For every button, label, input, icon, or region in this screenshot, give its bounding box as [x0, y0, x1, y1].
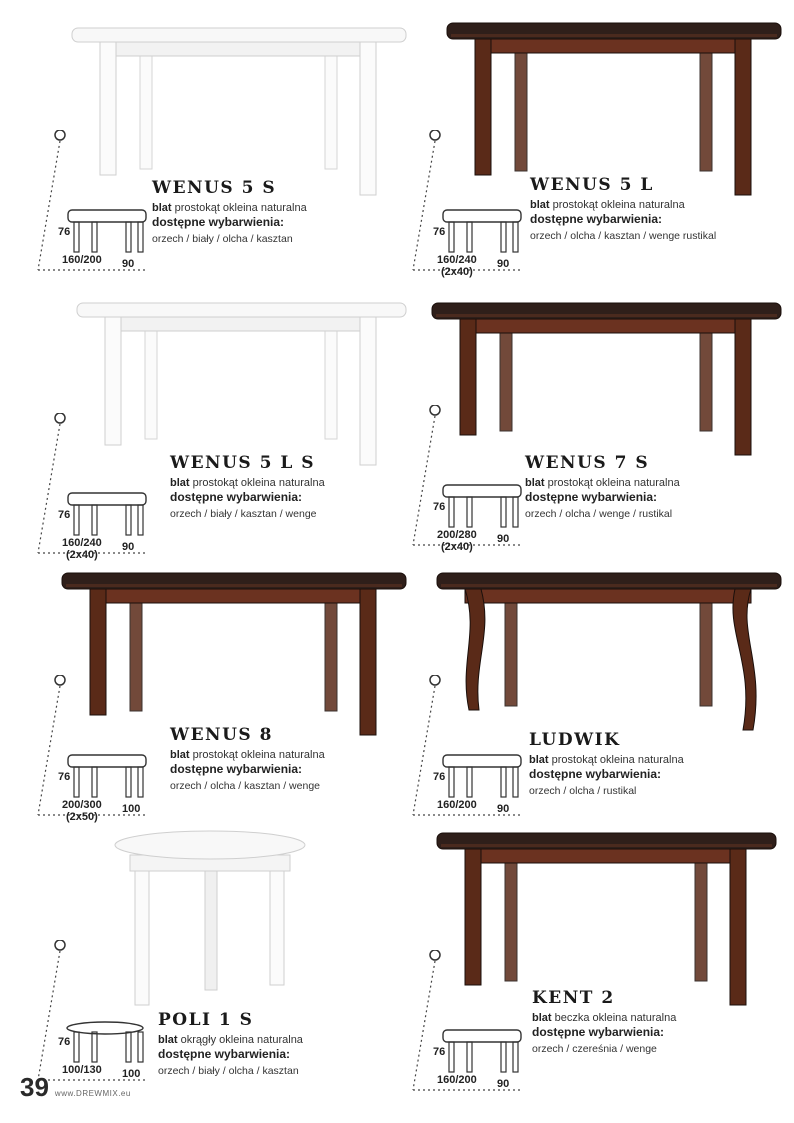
table-leg [360, 589, 376, 735]
blat-text: beczka okleina naturalna [554, 1012, 677, 1024]
guide-line [38, 424, 60, 553]
table-leg [325, 42, 337, 169]
mini-table-leg [467, 222, 472, 252]
product-name: WENUS 7 S [525, 453, 650, 473]
table-leg [735, 39, 751, 195]
guide-line [38, 141, 60, 270]
product-card [30, 825, 410, 1095]
table-apron [105, 317, 376, 331]
dimension-extension: (2x50) [66, 811, 98, 823]
dimension-diagram [405, 950, 525, 1100]
dimension-length: 160/200 [62, 254, 102, 266]
mini-table-leg [74, 1032, 79, 1062]
table-top-edge [441, 844, 772, 847]
guide-line [413, 416, 435, 545]
blat-label: blat [170, 749, 190, 761]
mini-table-leg [467, 767, 472, 797]
mini-table-leg [513, 497, 518, 527]
blat-text: prostokąt okleina naturalna [174, 202, 307, 214]
mini-table-leg [467, 1042, 472, 1072]
product-name: KENT 2 [532, 988, 615, 1008]
mini-table-leg [74, 505, 79, 535]
table-apron [465, 589, 751, 603]
dimension-diagram [405, 130, 525, 280]
table-leg [700, 39, 712, 171]
product-card [405, 15, 785, 285]
colors-label: dostępne wybarwienia: [152, 215, 285, 229]
dimension-height: 76 [433, 501, 446, 513]
blat-text: prostokąt okleina naturalna [547, 477, 680, 489]
marker-circle [430, 675, 440, 685]
marker-circle [55, 940, 65, 950]
mini-table-leg [126, 767, 131, 797]
mini-table-top [443, 1030, 521, 1042]
mini-table-leg [467, 497, 472, 527]
table-leg [730, 849, 746, 1005]
table-apron [100, 42, 376, 56]
blat-label: blat [532, 1012, 552, 1024]
mini-table-top [443, 755, 521, 767]
table-leg [735, 319, 751, 455]
dimension-height: 76 [58, 509, 71, 521]
mini-table-top [68, 755, 146, 767]
dimension-extension: (2x40) [441, 541, 473, 553]
colors-text: orzech / olcha / wenge / rustikal [525, 508, 673, 520]
mini-table-leg [74, 222, 79, 252]
blat-text: prostokąt okleina naturalna [192, 749, 325, 761]
guide-line [38, 951, 60, 1080]
blat-text: prostokąt okleina naturalna [551, 754, 684, 766]
product-card [30, 565, 410, 835]
product-name: POLI 1 S [158, 1010, 254, 1030]
table-leg [360, 42, 376, 195]
table-top-edge [441, 584, 777, 587]
dimension-width: 90 [497, 803, 510, 815]
mini-table-leg [92, 505, 97, 535]
product-card [405, 565, 785, 835]
dimension-height: 76 [58, 1036, 71, 1048]
mini-table-leg [449, 497, 454, 527]
dimension-length: 160/200 [437, 799, 477, 811]
mini-table-leg [449, 1042, 454, 1072]
dimension-width: 90 [497, 258, 510, 270]
mini-table-leg [138, 505, 143, 535]
dimension-diagram [30, 130, 150, 280]
colors-label: dostępne wybarwienia: [529, 767, 662, 781]
mini-table-leg [92, 767, 97, 797]
website-link[interactable]: www.DREWMIX.eu [54, 1089, 131, 1098]
mini-table-top [443, 210, 521, 222]
colors-text: orzech / olcha / rustikal [529, 785, 637, 797]
guide-line [413, 141, 435, 270]
blat-label: blat [158, 1034, 178, 1046]
page-footer [20, 1072, 131, 1103]
colors-text: orzech / olcha / kasztan / wenge [170, 780, 320, 792]
product-card [30, 20, 410, 290]
table-leg [205, 855, 217, 990]
dimension-extension: (2x40) [441, 266, 473, 278]
colors-label: dostępne wybarwienia: [525, 490, 658, 504]
dimension-height: 76 [58, 226, 71, 238]
page-number: 39 [20, 1072, 49, 1102]
mini-table-leg [126, 1032, 131, 1062]
colors-text: orzech / biały / olcha / kasztan [158, 1065, 299, 1077]
blat-text: prostokąt okleina naturalna [552, 199, 685, 211]
colors-label: dostępne wybarwienia: [532, 1025, 665, 1039]
colors-text: orzech / czereśnia / wenge [532, 1043, 657, 1055]
guide-line [413, 961, 435, 1090]
mini-table-leg [92, 222, 97, 252]
product-name: LUDWIK [529, 730, 621, 750]
mini-table-top [68, 210, 146, 222]
table-leg [325, 589, 337, 711]
mini-table-leg [501, 497, 506, 527]
mini-table-top [443, 485, 521, 497]
dimension-height: 76 [58, 771, 71, 783]
colors-text: orzech / biały / olcha / kasztan [152, 233, 293, 245]
product-name: WENUS 8 [170, 725, 273, 745]
dimension-extension: (2x40) [66, 549, 98, 561]
mini-table-leg [501, 1042, 506, 1072]
mini-table-leg [449, 222, 454, 252]
dimension-width: 90 [497, 1078, 510, 1090]
dimension-width: 100 [122, 803, 141, 815]
blat-label: blat [525, 477, 545, 489]
product-card [405, 825, 785, 1095]
mini-table-leg [126, 505, 131, 535]
dimension-length: 100/130 [62, 1064, 102, 1076]
marker-circle [55, 675, 65, 685]
dimension-diagram [405, 675, 525, 825]
table-leg [700, 319, 712, 431]
table-apron [465, 849, 746, 863]
table-leg [733, 589, 756, 730]
blat-label: blat [152, 202, 172, 214]
dimension-width: 90 [122, 258, 135, 270]
blat-text: okrągły okleina naturalna [180, 1034, 303, 1046]
mini-table-leg [92, 1032, 97, 1062]
table-leg [695, 849, 707, 981]
table-top [115, 831, 305, 859]
dimension-diagram [30, 413, 150, 563]
marker-circle [430, 130, 440, 140]
blat-text: prostokąt okleina naturalna [192, 477, 325, 489]
marker-circle [55, 130, 65, 140]
table-leg [700, 589, 712, 706]
colors-label: dostępne wybarwienia: [170, 490, 303, 504]
marker-circle [55, 413, 65, 423]
dimension-width: 90 [497, 533, 510, 545]
colors-label: dostępne wybarwienia: [158, 1047, 291, 1061]
product-card [405, 295, 785, 565]
dimension-diagram [30, 940, 150, 1090]
table-apron [475, 39, 751, 53]
dimension-length: 200/300 [62, 799, 102, 811]
table-leg [325, 317, 337, 439]
mini-table-leg [513, 1042, 518, 1072]
mini-table-top [68, 493, 146, 505]
table-top-edge [451, 34, 777, 37]
marker-circle [430, 950, 440, 960]
dimension-width: 90 [122, 541, 135, 553]
mini-table-leg [449, 767, 454, 797]
product-name: WENUS 5 L [530, 175, 654, 195]
dimension-length: 200/280 [437, 529, 477, 541]
blat-label: blat [529, 754, 549, 766]
mini-table-leg [513, 222, 518, 252]
table-top [77, 303, 406, 317]
mini-table-leg [138, 222, 143, 252]
mini-table-leg [138, 1032, 143, 1062]
table-leg [270, 855, 284, 985]
marker-circle [430, 405, 440, 415]
guide-line [38, 686, 60, 815]
dimension-height: 76 [433, 226, 446, 238]
table-apron [460, 319, 751, 333]
dimension-diagram [30, 675, 150, 825]
guide-line [413, 686, 435, 815]
mini-table-leg [74, 767, 79, 797]
blat-label: blat [170, 477, 190, 489]
table-leg [360, 317, 376, 465]
dimension-width: 100 [122, 1068, 141, 1080]
mini-table-leg [138, 767, 143, 797]
colors-text: orzech / olcha / kasztan / wenge rustikal [530, 230, 717, 242]
colors-label: dostępne wybarwienia: [530, 212, 663, 226]
mini-table-leg [126, 222, 131, 252]
mini-table-leg [501, 222, 506, 252]
table-top-edge [436, 314, 777, 317]
product-name: WENUS 5 S [152, 178, 277, 198]
table-apron [90, 589, 376, 603]
product-name: WENUS 5 L S [170, 453, 316, 473]
dimension-height: 76 [433, 771, 446, 783]
colors-text: orzech / biały / kasztan / wenge [170, 508, 317, 520]
product-card [30, 295, 410, 565]
blat-label: blat [530, 199, 550, 211]
dimension-height: 76 [433, 1046, 446, 1058]
table-top [72, 28, 406, 42]
mini-table-leg [513, 767, 518, 797]
colors-label: dostępne wybarwienia: [170, 762, 303, 776]
dimension-length: 160/240 [62, 537, 102, 549]
mini-table-leg [501, 767, 506, 797]
table-top-edge [66, 584, 402, 587]
dimension-length: 160/200 [437, 1074, 477, 1086]
dimension-diagram [405, 405, 525, 555]
dimension-length: 160/240 [437, 254, 477, 266]
